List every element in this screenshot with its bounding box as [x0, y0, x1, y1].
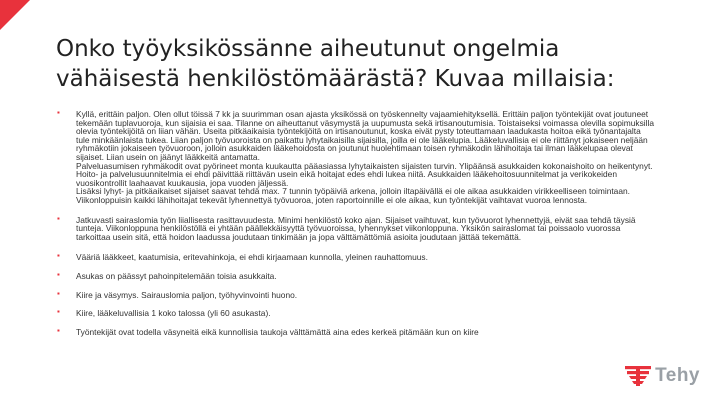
bullet-6-text: Kiire, lääkeluvallisia 1 koko talossa (yli 60 asukasta). [76, 308, 271, 319]
bullet-marker: ▪ [57, 307, 60, 317]
bullet-1-paragraph-3: Lisäksi lyhyt- ja pitkäaikaiset sijaiset saavat tehdä max. 7 tunnin työpäiviä arkena, jolloin iltapäivällä ei ole aikaa asukkaiden virikkeelliseen toimintaan. Viikonloppuisin kaikki lähihoitajat tekevät lyhennettyä työvuoroa, joten raportoinnille ei ole aikaa, kun työntekijät vaihtavat vuoroa lennosta. [76, 186, 630, 205]
tehy-logo-text: Tehy [655, 365, 700, 386]
bullet-item-5 [56, 288, 656, 300]
bullet-marker: ▪ [57, 108, 60, 117]
bullet-item-7 [56, 325, 656, 337]
slide-title-line-2: vähäisestä henkilöstömäärästä? Kuvaa millaisia: [56, 66, 615, 92]
bullet-item-4 [56, 269, 656, 281]
bullet-1-paragraph-2: Palveluasumisen ryhmäkodit ovat pyörineet monta kuukautta pääasiassa lyhytaikaisten sijaisten turvin. Ylipäänsä asukkaiden kokonaishoito on heikentynyt. Hoito- ja palvelusuunnitelmia ei ehdi päivittää riittävän usein eikä hoitajat edes ehdi lukea niitä. Asukkaiden lääkehoitosuunnitelmat ja verikokeiden vuosikontrollit laahaavat kuukausia, jopa vuoden jäljessä. [76, 160, 653, 188]
bullet-1-paragraph-1: Kyllä, erittäin paljon. Olen ollut töissä 7 kk ja suurimman osan ajasta yksikössä on työskennelty vajaamiehityksellä. Erittäin paljon työntekijät ovat joutuneet tekemään tuplavuoroja, kun sijaisia ei saa. Tilanne on aiheuttanut väsymystä ja uupumusta sekä irtisanoutumisia. Toistaiseksi voimassa olevilla sopimuksilla olevia työntekijöitä on liian vähän. Useita pitkäaikaisia työntekijöitä on irtisanoutunut, koska eivät pysty toteuttamaan laadukasta hoitoa eikä työnantajalta tule minkäänlaista tukea. Liian paljon työvuoroista on paikattu lyhytaikaisilla sijaisilla, joilla ei ole lääkelupia. Lääkeluvallisia ei ole riittänyt jokaiseen neljään ryhmäkotiin jokaiseen työvuoroon, jolloin asukkaiden lääkehoidosta on joutunut huolehtimaan toisen ryhmäkodin lähihoitaja tai ilman lääkelupaa olevat sijaiset. Liian usein on jäänyt lääkkeitä antamatta. [76, 109, 655, 162]
bullet-item-3 [56, 253, 656, 262]
bullet-5-text: Kiire ja väsymys. Sairauslomia paljon, työhyvinvointi huono. [76, 289, 298, 300]
bullet-item-6 [56, 309, 656, 318]
bullet-7-text: Työntekijät ovat todella väsyneitä eikä kunnollisia taukoja välttämättä aina edes kerkeä pitämään kun on kiire [76, 326, 479, 337]
tehy-logo [625, 365, 700, 387]
bullet-2-paragraph-1: Jatkuvasti sairaslomia työn liiallisesta rasittavuudesta. Minimi henkilöstö koko ajan. Sijaiset vaihtuvat, kun työvuorot lyhennettyjä, eivät saa tehdä täysiä tunteja. Viikonloppuna henkilöstöllä ei yhtään päällekkäisyyttä työvuoroissa, lyhennykset viikonloppuna. Yksikön sairaslomat tai poissaolo vuorossa tarkoittaa usein sitä, että hoidon laadussa joudutaan tinkimään ja jopa välttämättömiä asioita joudutaan jättää tekemättä. [76, 214, 636, 242]
slide-title [56, 34, 696, 94]
corner-accent-triangle [0, 0, 30, 30]
bullet-3-text: Vääriä lääkkeet, kaatumisia, eritevahinkoja, ei ehdi kirjaamaan kunnolla, yleinen rauhattomuus. [76, 252, 428, 263]
bullet-marker: ▪ [57, 213, 60, 223]
bullet-list [56, 110, 656, 336]
bullet-marker: ▪ [57, 325, 60, 335]
slide-title-line-1: Onko työyksikössänne aiheutunut ongelmia [56, 36, 560, 62]
bullet-marker: ▪ [57, 288, 60, 298]
tehy-emblem-icon [625, 365, 651, 387]
bullet-4-text: Asukas on päässyt pahoinpitelemään toisia asukkaita. [76, 270, 277, 281]
bullet-item-2 [56, 213, 656, 242]
bullet-item-1 [56, 110, 656, 205]
bullet-marker: ▪ [57, 269, 60, 279]
bullet-marker: ▪ [57, 251, 60, 261]
